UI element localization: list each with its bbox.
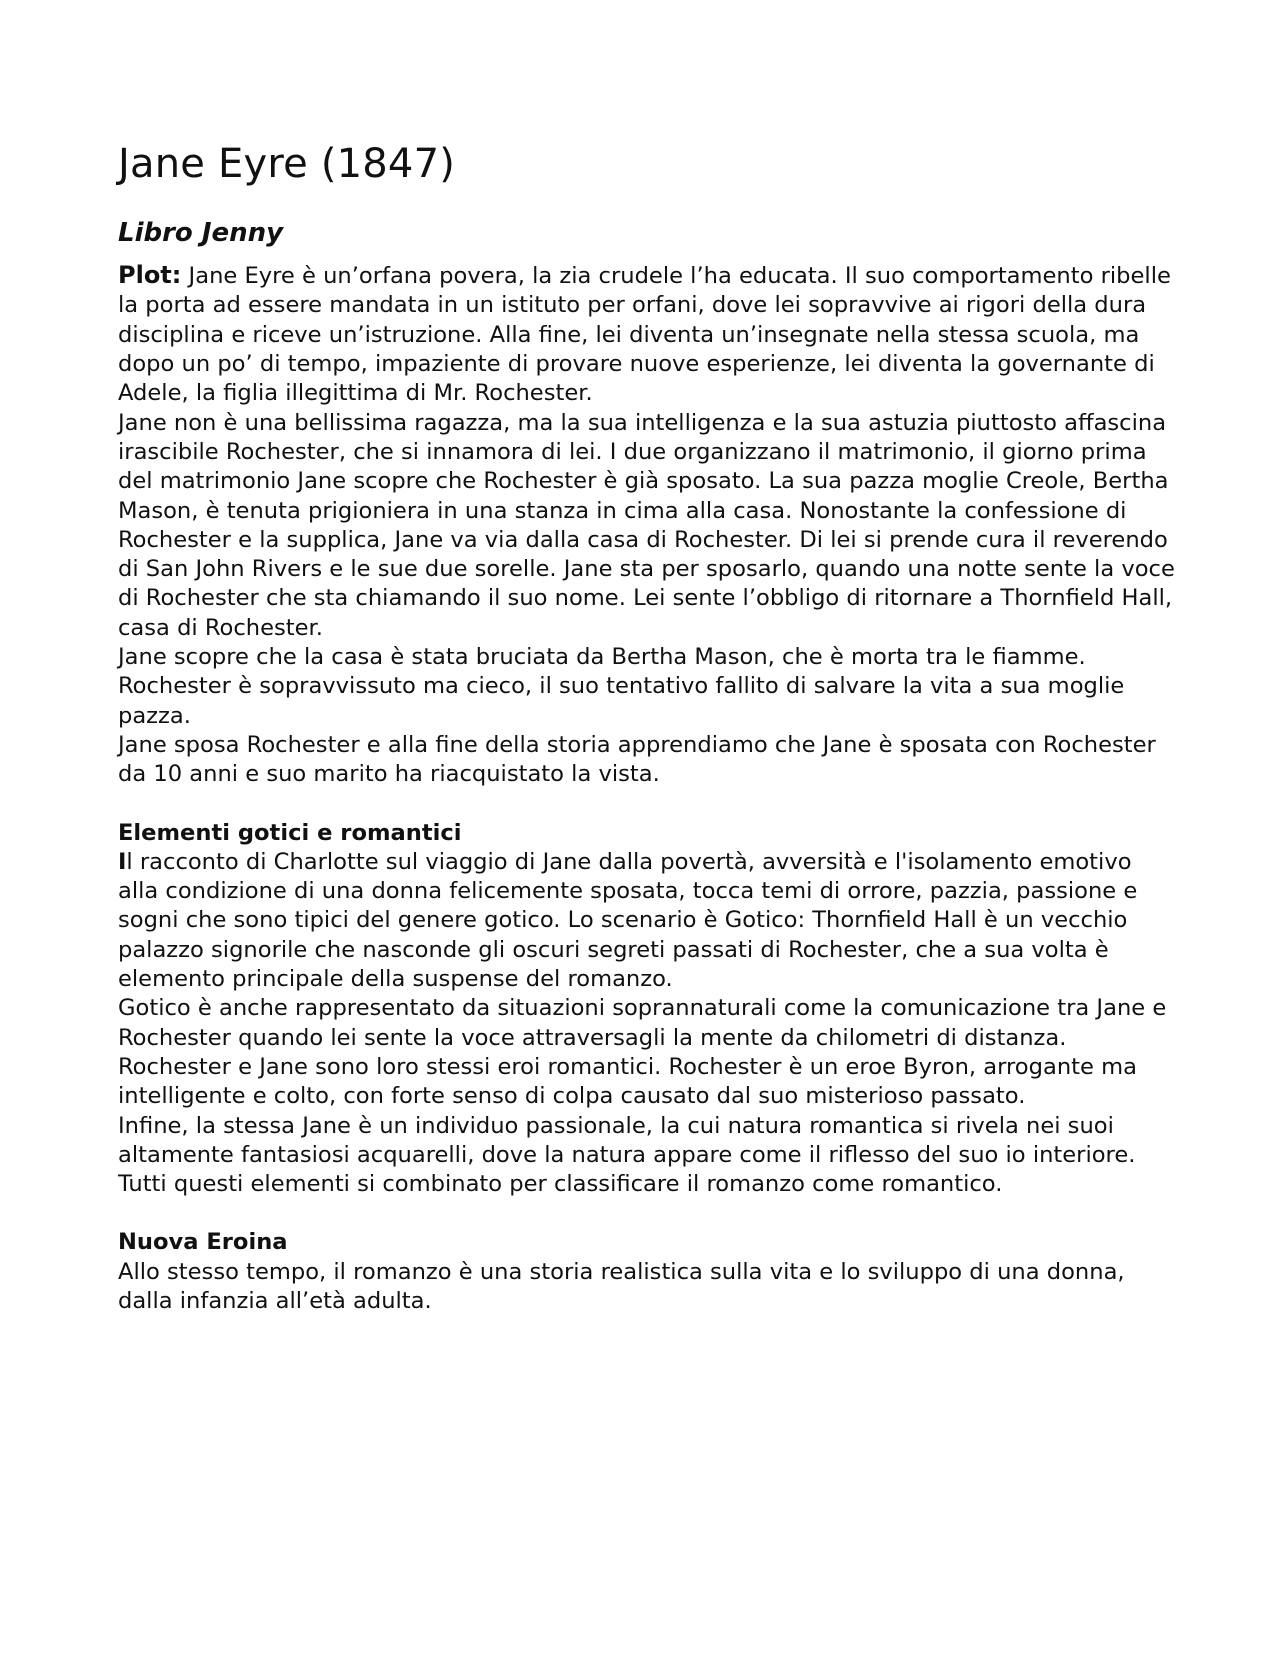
gothic-paragraph: Rochester e Jane sono loro stessi eroi romantici. Rochester è un eroe Byron, arrogante ma intelligente e colto, con forte senso di colpa causato dal suo misterioso passato. — [118, 1053, 1137, 1110]
gothic-first-letter: I — [118, 848, 127, 875]
plot-paragraph — [118, 261, 1178, 408]
gothic-paragraph-text: l racconto di Charlotte sul viaggio di Jane dalla povertà, avversità e l'isolamento emotivo alla condizione di una donna felicemente sposata, tocca temi di orrore, pazzia, passione e sogni che sono tipici del genere gotico. Lo scenario è Gotico: Thornfield Hall è un vecchio palazzo signorile che nasconde gli oscuri segreti passati di Rochester, che a sua volta è elemento principale della suspense del romanzo. — [118, 848, 1138, 993]
heroine-paragraph: Allo stesso tempo, il romanzo è una storia realistica sulla vita e lo sviluppo di una donna, dalla infanzia all’età adulta. — [118, 1258, 1125, 1314]
gothic-section — [118, 848, 1178, 1200]
gothic-paragraph — [118, 848, 1178, 994]
plot-paragraph: Jane sposa Rochester e alla fine della storia apprendiamo che Jane è sposata con Rochester da 10 anni e suo marito ha riacquistato la vista. — [118, 731, 1156, 788]
heroine-heading: Nuova Eroina — [118, 1229, 288, 1256]
plot-paragraph: Jane scopre che la casa è stata bruciata da Bertha Mason, che è morta tra le fiamme. Rochester è sopravvissuto ma cieco, il suo tentativo fallito di salvare la vita a sua moglie pazza. — [118, 644, 1125, 729]
plot-paragraph: Jane non è una bellissima ragazza, ma la sua intelligenza e la sua astuzia piuttosto affascina irascibile Rochester, che si innamora di lei. I due organizzano il matrimonio, il giorno prima del matrimonio Jane scopre che Rochester è già sposato. La sua pazza moglie Creole, Bertha Mason, è tenuta prigioniera in una stanza in cima alla casa. Nonostante la confessione di Rochester e la supplica, Jane va via dalla casa di Rochester. Di lei si prende cura il reverendo di San John Rivers e le sue due sorelle. Jane sta per sposarlo, quando una notte sente la voce di Rochester che sta chiamando il suo nome. Lei sente l’obbligo di ritornare a Thornfield Hall, casa di Rochester. — [118, 409, 1175, 641]
gothic-paragraph: Gotico è anche rappresentato da situazioni soprannaturali come la comunicazione tra Jane e Rochester quando lei sente la voce attraversagli la mente da chilometri di distanza. — [118, 995, 1167, 1051]
heroine-section — [118, 1258, 1178, 1317]
document-title: Jane Eyre (1847) — [118, 141, 456, 187]
plot-label: Plot: — [118, 261, 182, 290]
gothic-heading: Elementi gotici e romantici — [118, 819, 462, 846]
plot-section — [118, 261, 1178, 789]
gothic-paragraph: Infine, la stessa Jane è un individuo passionale, la cui natura romantica si rivela nei suoi altamente fantasiosi acquarelli, dove la natura appare come il riflesso del suo io interiore. Tutti questi elementi si combinato per classificare il romanzo come romantico. — [118, 1112, 1136, 1198]
plot-paragraph-text: Jane Eyre è un’orfana povera, la zia crudele l’ha educata. Il suo comportamento ribelle la porta ad essere mandata in un istituto per orfani, dove lei sopravvive ai rigori della dura disciplina e riceve un’istruzione. Alla fine, lei diventa un’insegnate nella stessa scuola, ma dopo un po’ di tempo, impaziente di provare nuove esperienze, lei diventa la governante di Adele, la figlia illegittima di Mr. Rochester. — [118, 263, 1171, 407]
document-page — [118, 140, 1178, 1316]
document-subtitle: Libro Jenny — [118, 218, 284, 248]
